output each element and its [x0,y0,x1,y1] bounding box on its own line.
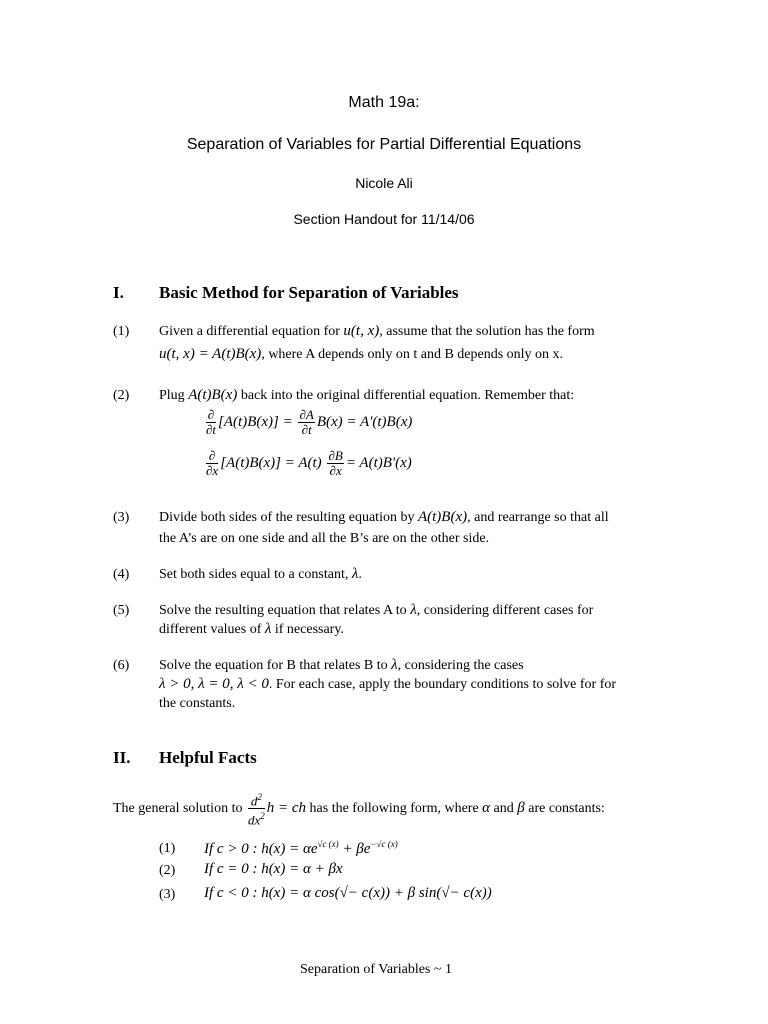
item-2-equation-1: $\frac{\partial}{\partial t}$ [A(t)B(x)] = $\frac{\partial A}{\partial t}$ B(x) = A'(t)B(x) [206,407,413,437]
partial-x-fraction: $\frac{\partial}{\partial x}$ [206,448,219,478]
item-1-number: (1) [113,324,130,339]
author: Nicole Ali [355,175,413,191]
date-line: Section Handout for 11/14/06 [293,211,475,227]
case-2-formula: If c = 0 : h(x) = α + βx [204,861,343,877]
item-1-line-2: u(t, x) = A(t)B(x), where A depends only on t and B depends only on x. [159,346,564,362]
partial-b-x-fraction: $\frac{\partial B}{\partial x}$ [328,448,343,478]
item-3-line-2: the A’s are on one side and all the B’s are on the other side. [159,531,490,546]
page-footer: Separation of Variables ~ 1 [300,962,452,977]
item-2-line-1: Plug A(t)B(x) back into the original differential equation. Remember that: [159,387,575,403]
item-6-number: (6) [113,658,130,673]
course-title: Math 19a: [348,94,420,111]
section-2-number: II. [113,748,131,767]
item-1-line-1: Given a differential equation for u(t, x), assume that the solution has the form [159,323,595,339]
section-2-title: Helpful Facts [159,748,257,767]
second-derivative-fraction: $\frac{d^2}{dx^2}$ [247,792,265,828]
case-1-formula: If c > 0 : $h(x) = \alpha e^{√c (x)} + \beta e^{-√c (x)}$ [204,839,398,857]
item-6-line-3: the constants. [159,696,236,711]
item-2-number: (2) [113,388,130,403]
partial-a-t-fraction: $\frac{\partial A}{\partial t}$ [299,407,314,437]
case-1-number: (1) [159,841,176,856]
item-3-number: (3) [113,510,130,525]
item-2-equation-2: $\frac{\partial}{\partial x}$ [A(t)B(x)] = A(t) $\frac{\partial B}{\partial x}$ = A(t)B'(x) [206,448,412,478]
item-3-line-1: Divide both sides of the resulting equation by A(t)B(x), and rearrange so that all [159,509,609,525]
item-5-number: (5) [113,603,130,618]
case-3-number: (3) [159,887,176,902]
item-5-line-2: different values of λ if necessary. [159,621,344,637]
case-3-formula: If c < 0 : h(x) = α cos(√− c(x)) + β sin(√− c(x)) [204,885,492,901]
item-4-line-1: Set both sides equal to a constant, λ. [159,566,362,582]
item-6-line-1: Solve the equation for B that relates B to λ, considering the cases [159,657,524,673]
item-4-number: (4) [113,567,130,582]
helpful-facts-intro: The general solution to $\frac{d^2}{dx^2}$ h = ch has the following form, where α and β are constants: [113,792,605,828]
item-6-line-2: λ > 0, λ = 0, λ < 0. For each case, apply the boundary conditions to solve for for [159,676,617,692]
section-1-number: I. [113,283,124,302]
page-title: Separation of Variables for Partial Differential Equations [186,136,582,153]
partial-t-fraction: $\frac{\partial}{\partial t}$ [206,407,217,437]
item-5-line-1: Solve the resulting equation that relates A to λ, considering different cases for [159,602,594,618]
section-1-title: Basic Method for Separation of Variables [159,283,459,302]
case-2-number: (2) [159,863,176,878]
